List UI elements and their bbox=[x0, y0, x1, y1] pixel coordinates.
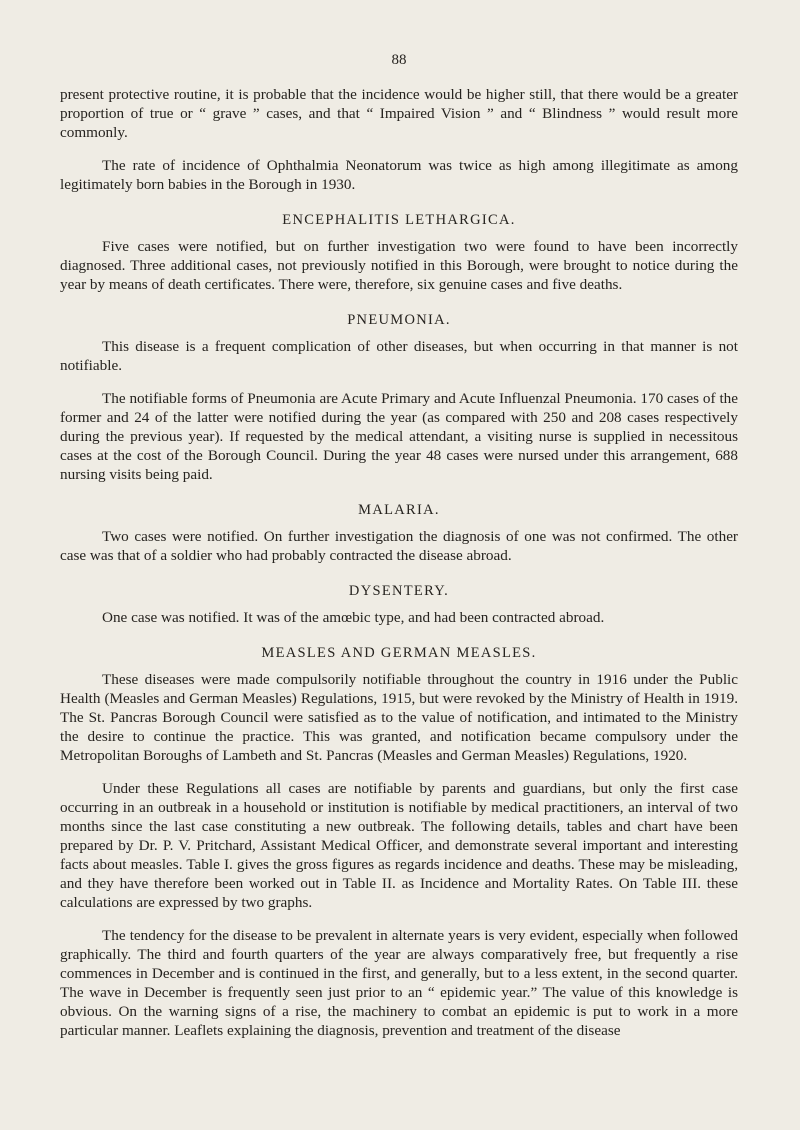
paragraph-measles-history: These diseases were made compulsorily notifiable throughout the country in 1916 under the Public Health (Measles and German Measles) Regulations, 1915, but were revoked by the Ministry of Health in 1919. The St. Pancras Borough Council were satisfied as to the value of notification, and intimated to the Ministry the desire to continue the practice. This was granted, and notification became compulsory under the Metropolitan Boroughs of Lambeth and St. Pancras (Measles and German Measles) Regulations, 1920. bbox=[60, 671, 738, 764]
paragraph-ophthalmia-continuation: present protective routine, it is probable that the incidence would be higher still, that there would be a greater proportion of true or “ grave ” cases, and that “ Impaired Vision ” and “ Blindness ” would result more commonly. bbox=[60, 86, 738, 141]
heading-measles: MEASLES AND GERMAN MEASLES. bbox=[261, 645, 537, 661]
paragraph-pneumonia-notifiable: The notifiable forms of Pneumonia are Acute Primary and Acute Influenzal Pneumonia. 170 cases of the former and 24 of the latter were notified during the year (as compared with 250 and 208 cases respectively during the previous year). If requested by the medical attendant, a visiting nurse is supplied in necessitous cases at the cost of the Borough Council. During the year 48 cases were nursed under this arrangement, 688 nursing visits being paid. bbox=[60, 390, 738, 483]
heading-pneumonia: PNEUMONIA. bbox=[347, 312, 451, 328]
heading-dysentery: DYSENTERY. bbox=[348, 583, 450, 599]
heading-malaria: MALARIA. bbox=[358, 502, 440, 518]
paragraph-ophthalmia-rate: The rate of incidence of Ophthalmia Neonatorum was twice as high among illegitimate as among legitimately born babies in the Borough in 1930. bbox=[60, 157, 738, 193]
paragraph-malaria: Two cases were notified. On further investigation the diagnosis of one was not confirmed. The other case was that of a soldier who had probably contracted the disease abroad. bbox=[60, 528, 738, 564]
paragraph-encephalitis: Five cases were notified, but on further investigation two were found to have been incorrectly diagnosed. Three additional cases, not previously notified in this Borough, were brought to notice during the year by means of death certificates. There were, therefore, six genuine cases and five deaths. bbox=[60, 238, 738, 293]
paragraph-measles-tendency: The tendency for the disease to be prevalent in alternate years is very evident, especially when followed graphically. The third and fourth quarters of the year are always comparatively free, but frequently a rise commences in December and is continued in the first, and generally, but to a less extent, in the second quarter. The wave in December is frequently seen just prior to an “ epidemic year.” The value of this knowledge is obvious. On the warning signs of a rise, the machinery to combat an epidemic is put to work in a more particular manner. Leaflets explaining the diagnosis, prevention and treatment of the disease bbox=[60, 927, 738, 1039]
paragraph-pneumonia-complication: This disease is a frequent complication of other diseases, but when occurring in that manner is not notifiable. bbox=[60, 338, 738, 374]
paragraph-measles-regulations: Under these Regulations all cases are notifiable by parents and guardians, but only the first case occurring in an outbreak in a household or institution is notifiable by medical practitioners, an interval of two months since the last case constituting a new outbreak. The following details, tables and chart have been prepared by Dr. P. V. Pritchard, Assistant Medical Officer, and demonstrate several important and interesting facts about measles. Table I. gives the gross figures as regards incidence and deaths. These may be misleading, and they have therefore been worked out in Table II. as Incidence and Mortality Rates. On Table III. these calculations are expressed by two graphs. bbox=[60, 780, 738, 911]
paragraph-dysentery: One case was notified. It was of the amœbic type, and had been contracted abroad. bbox=[102, 609, 605, 626]
page-number: 88 bbox=[391, 52, 407, 68]
heading-encephalitis: ENCEPHALITIS LETHARGICA. bbox=[282, 212, 516, 228]
